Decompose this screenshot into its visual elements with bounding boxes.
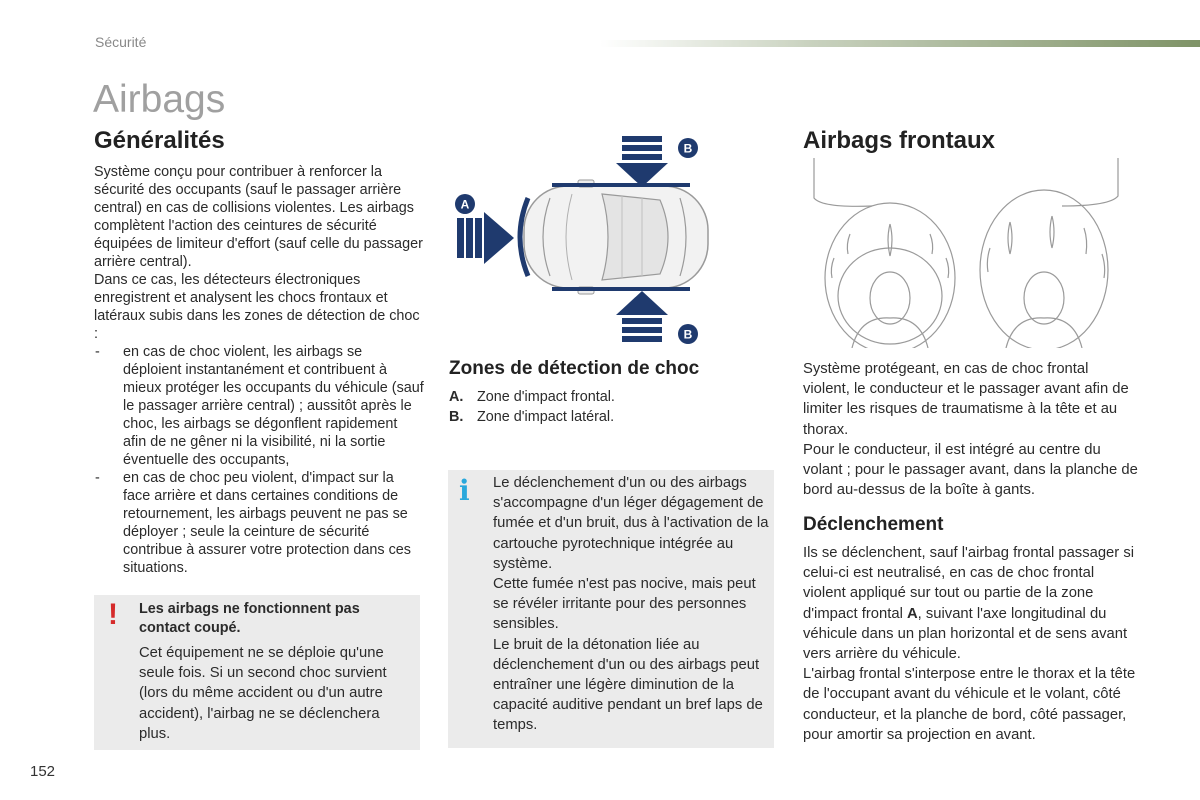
generalites-body <box>94 163 424 577</box>
warning-title: Les airbags ne fonctionnent pas contact coupé. <box>139 601 360 636</box>
label-b-badge-top <box>678 138 698 158</box>
zone-a-ref: A <box>906 605 918 622</box>
arrow-b-bottom <box>616 291 668 342</box>
arrow-b-top <box>616 136 668 187</box>
generalites-heading: Généralités <box>94 127 225 154</box>
declenchement-body <box>803 543 1138 745</box>
zone-key: B. <box>449 409 464 425</box>
header-bar <box>600 40 1200 47</box>
declenchement-text: Ils se déclenchent, sauf l'airbag frontal passager si celui-ci est neutralisé, en cas de choc frontal violent appliqué sur tout ou partie de la zone d'impact frontal <box>803 545 1135 622</box>
label-a-text: A <box>460 197 470 212</box>
warning-content <box>139 600 401 744</box>
zones-heading: Zones de détection de choc <box>449 358 700 379</box>
label-b-badge-bottom <box>678 324 698 344</box>
frontaux-paragraph: Pour le conducteur, il est intégré au centre du volant ; pour le passager avant, dans la planche de bord au-dessus de la boîte à gants. <box>803 441 1138 499</box>
generalites-intro: Système conçu pour contribuer à renforcer la sécurité des occupants (sauf le passager arrière central) en cas de collisions violentes. Les airbags complètent l'action des ceintures de sécurité équipées de limiteur d'effort (sauf celle du passager arrière central). <box>94 164 423 270</box>
info-paragraph: Le bruit de la détonation liée au déclenchement d'un ou des airbags peut entraîner une légère diminution de la capacité auditive pendant un bref laps de temps. <box>493 636 763 734</box>
arrow-a <box>457 212 514 264</box>
info-paragraph: Le déclenchement d'un ou des airbags s'accompagne d'un léger dégagement de fumée et d'un bruit, dus à l'activation de la cartouche pyrotechnique intégrée au système. <box>493 475 769 572</box>
zone-key: A. <box>449 389 464 405</box>
declenchement-paragraph: L'airbag frontal s'interpose entre le thorax et la tête de l'occupant avant du véhicule et le volant, côté conducteur, et la planche de bord, côté passager, pour amortir sa projection en avant. <box>803 666 1136 743</box>
warning-text: Cet équipement ne se déploie qu'une seule fois. Si un second choc survient (lors du même accident ou d'un autre accident), l'airbag ne se déclenchera plus. <box>139 645 387 742</box>
info-content <box>493 473 769 736</box>
list-item: - en cas de choc violent, les airbags se déploient instantanément et contribuent à mieux protéger les occupants du véhicule (sauf le passager arrière central) ; aussitôt après le choc, les airbags se dégonflent rapidement afin de ne gêner ni la visibilité, ni la sortie éventuelle des occupants, <box>94 343 424 469</box>
list-item <box>449 407 769 427</box>
warning-icon: ! <box>108 598 118 631</box>
label-b-text: B <box>683 327 693 342</box>
frontaux-heading: Airbags frontaux <box>803 127 996 154</box>
info-icon: i <box>459 474 470 507</box>
car-illustration <box>524 180 708 294</box>
frontaux-paragraph: Système protégeant, en cas de choc frontal violent, le conducteur et le passager avant afin de limiter les risques de traumatisme à la tête et au thorax. <box>803 361 1129 438</box>
zone-text: Zone d'impact frontal. <box>477 389 615 405</box>
section-label: Sécurité <box>95 34 147 50</box>
info-paragraph: Cette fumée n'est pas nocive, mais peut se révéler irritante pour des personnes sensibles. <box>493 576 756 633</box>
page-title: Airbags <box>93 78 226 121</box>
frontaux-body <box>803 359 1138 500</box>
declenchement-paragraph <box>803 543 1138 664</box>
label-a-badge <box>455 194 475 214</box>
generalites-detectors: Dans ce cas, les détecteurs électroniques enregistrent et analysent les chocs frontaux et latéraux subis dans les zones de détection de choc : <box>94 272 420 342</box>
impact-zones-diagram <box>452 130 722 350</box>
zone-text: Zone d'impact latéral. <box>477 409 615 425</box>
generalites-list <box>94 343 424 577</box>
list-item <box>449 387 769 407</box>
declenchement-text: , suivant l'axe longitudinal du véhicule dans un plan horizontal et de sens avant vers arrière du véhicule. <box>803 605 1128 663</box>
declenchement-heading: Déclenchement <box>803 514 944 535</box>
page-number: 152 <box>30 763 56 780</box>
zones-list <box>449 387 769 427</box>
label-b-text: B <box>683 141 693 156</box>
list-item: - en cas de choc peu violent, d'impact sur la face arrière et dans certaines conditions de retournement, les airbags peuvent ne pas se déployer ; seule la ceinture de sécurité contribue à assurer votre protection dans ces situations. <box>94 469 424 577</box>
front-airbags-illustration <box>812 158 1120 348</box>
